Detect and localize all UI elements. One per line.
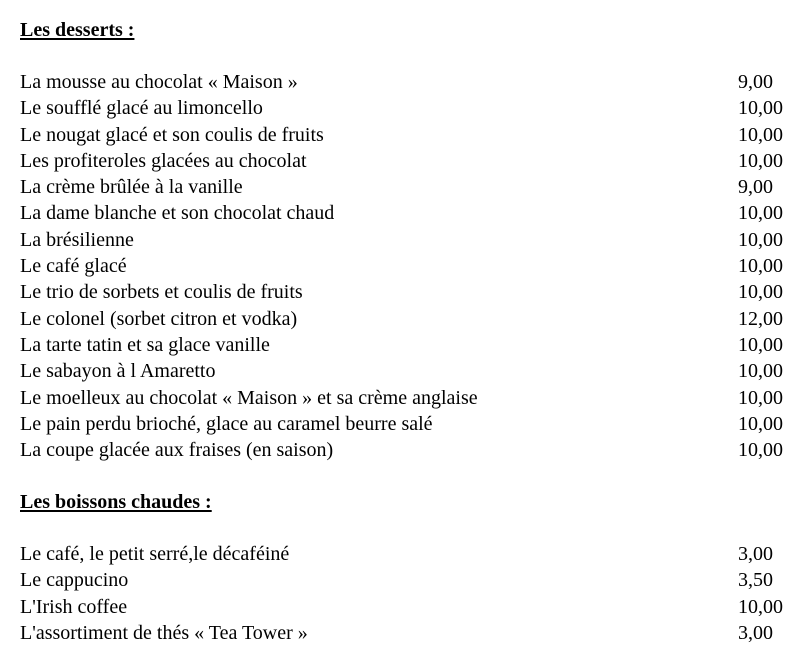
menu-item-price: 9,00 <box>738 176 773 199</box>
menu-item-price: 10,00 <box>738 123 783 146</box>
menu-item-price: 10,00 <box>738 228 783 251</box>
menu-item <box>20 148 800 174</box>
menu-item-name: Le colonel (sorbet citron et vodka) <box>20 307 298 330</box>
menu-item <box>20 227 800 253</box>
menu-item-name: Le moelleux au chocolat « Maison » et sa crème anglaise <box>20 386 478 409</box>
menu-item <box>20 567 800 593</box>
menu-item-name: Le nougat glacé et son coulis de fruits <box>20 123 324 146</box>
menu-item-price: 3,00 <box>738 543 773 565</box>
menu-item <box>20 174 800 200</box>
menu-item-name: La dame blanche et son chocolat chaud <box>20 202 335 225</box>
menu-item <box>20 95 800 121</box>
menu-item-price: 10,00 <box>738 360 783 383</box>
menu-item-price: 10,00 <box>738 281 783 304</box>
menu-item-name: La mousse au chocolat « Maison » <box>20 71 298 93</box>
menu-item-name: Le soufflé glacé au limoncello <box>20 97 263 120</box>
desserts-heading: Les desserts : <box>20 19 135 41</box>
hot-drinks-list <box>20 541 800 646</box>
menu-item <box>20 594 800 620</box>
menu-item <box>20 332 800 358</box>
menu-item-price: 10,00 <box>738 412 783 435</box>
menu-item-price: 10,00 <box>738 255 783 278</box>
menu-item <box>20 437 800 463</box>
menu-item-name: Le trio de sorbets et coulis de fruits <box>20 281 303 304</box>
menu-item-price: 10,00 <box>738 333 783 356</box>
menu-item <box>20 541 800 567</box>
menu-item-price: 10,00 <box>738 97 783 120</box>
menu-item-name: Le café, le petit serré,le décaféiné <box>20 543 290 565</box>
menu-item <box>20 620 800 646</box>
menu-item <box>20 411 800 437</box>
menu-item-name: L'assortiment de thés « Tea Tower » <box>20 621 308 644</box>
menu-item-name: La brésilienne <box>20 228 134 251</box>
menu-item <box>20 279 800 305</box>
menu-item-price: 10,00 <box>738 202 783 225</box>
menu-item <box>20 306 800 332</box>
menu-item-price: 3,50 <box>738 569 773 592</box>
menu-item-name: Le café glacé <box>20 255 127 278</box>
menu-item-name: La coupe glacée aux fraises (en saison) <box>20 439 334 462</box>
menu-item-price: 3,00 <box>738 621 773 644</box>
menu-item-name: Le cappucino <box>20 569 129 592</box>
menu-item-name: Le sabayon à l Amaretto <box>20 360 216 383</box>
hot-drinks-heading: Les boissons chaudes : <box>20 491 212 513</box>
menu-item-name: La crème brûlée à la vanille <box>20 176 243 199</box>
menu-item-price: 10,00 <box>738 595 783 618</box>
menu-item-name: L'Irish coffee <box>20 595 128 618</box>
menu-item-name: Le pain perdu brioché, glace au caramel beurre salé <box>20 412 433 435</box>
menu-item-price: 12,00 <box>738 307 783 330</box>
menu-item <box>20 253 800 279</box>
menu-item-price: 10,00 <box>738 149 783 172</box>
menu-item-name: La tarte tatin et sa glace vanille <box>20 333 270 356</box>
menu-item <box>20 122 800 148</box>
menu-item-name: Les profiteroles glacées au chocolat <box>20 149 307 172</box>
menu-item <box>20 69 800 95</box>
menu-item-price: 10,00 <box>738 439 783 462</box>
menu-item-price: 10,00 <box>738 386 783 409</box>
menu-item <box>20 358 800 384</box>
desserts-list <box>20 69 800 463</box>
menu-item <box>20 385 800 411</box>
menu-item <box>20 200 800 226</box>
menu-item-price: 9,00 <box>738 71 773 93</box>
